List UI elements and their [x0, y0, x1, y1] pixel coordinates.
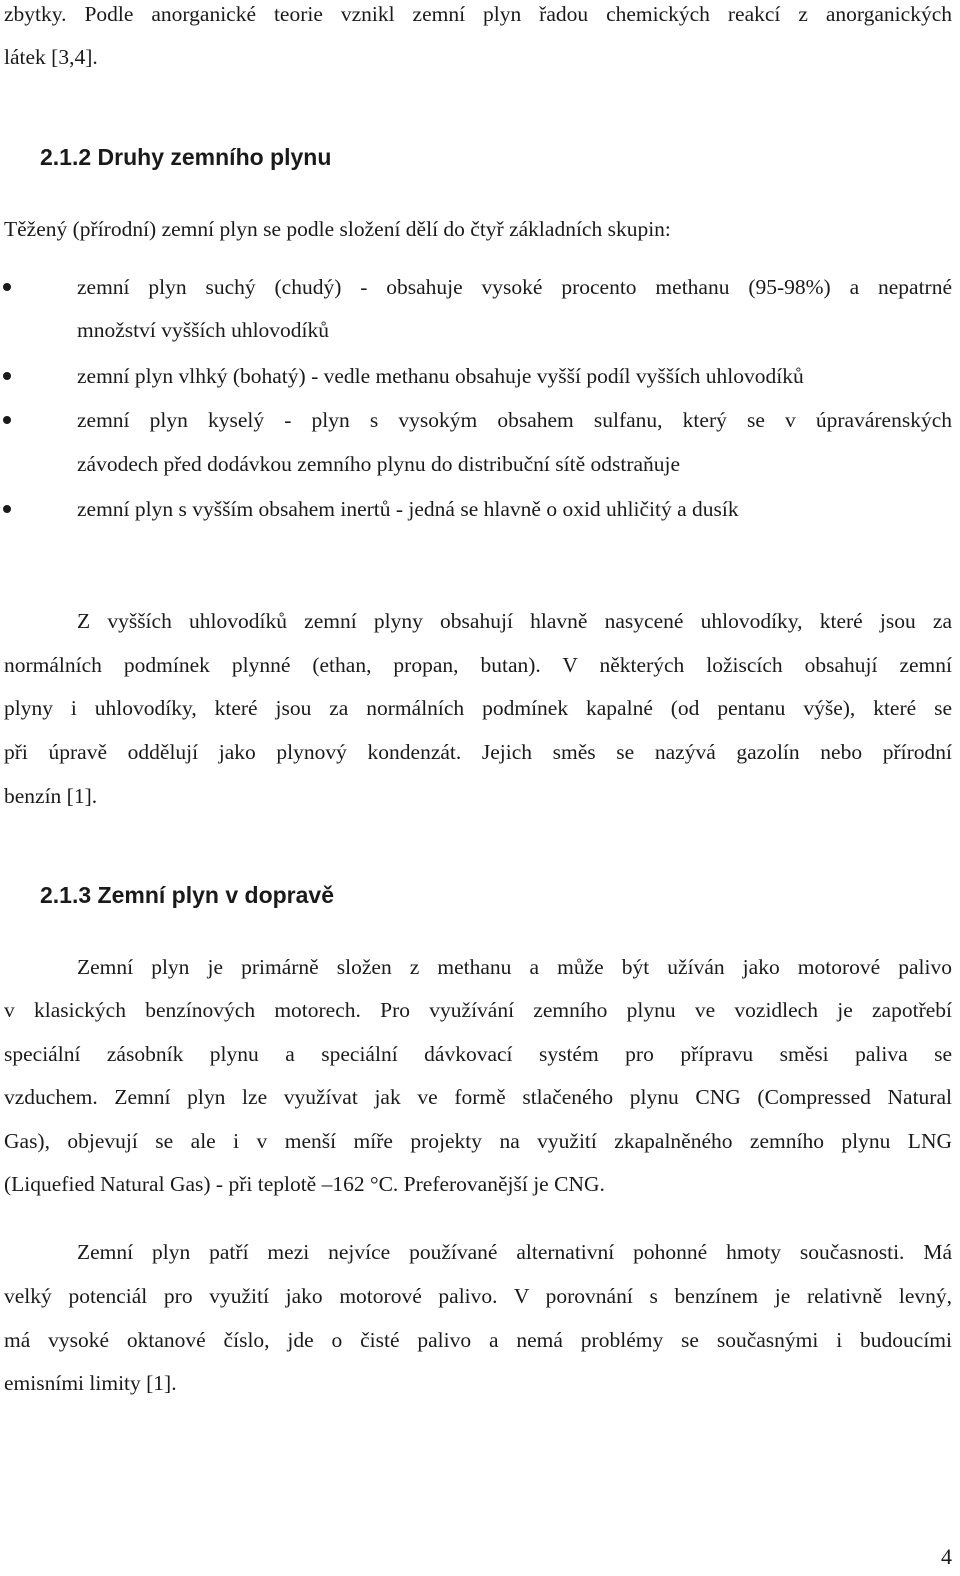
list-item-text: zemní plyn kyselý - plyn s vysokým obsahem sulfanu, který se v úpravárenských: [77, 408, 952, 432]
paragraph-line: Gas), objevují se ale i v menší míře projekty na využití zkapalněného zemního plynu LNG: [4, 1129, 952, 1153]
intro-line-2: látek [3,4].: [4, 45, 98, 69]
paragraph-line: emisními limity [1].: [4, 1371, 177, 1395]
list-item-text: zemní plyn suchý (chudý) - obsahuje vysoké procento methanu (95-98%) a nepatrné: [77, 275, 952, 299]
list-item-text: zemní plyn s vyšším obsahem inertů - jedná se hlavně o oxid uhličitý a dusík: [77, 497, 739, 521]
paragraph-line: (Liquefied Natural Gas) - při teplotě –162 °C. Preferovanější je CNG.: [4, 1172, 605, 1196]
section-lead: Těžený (přírodní) zemní plyn se podle složení dělí do čtyř základních skupin:: [4, 217, 671, 241]
paragraph-line: vzduchem. Zemní plyn lze využívat jak ve formě stlačeného plynu CNG (Compressed Natural: [4, 1085, 952, 1109]
paragraph-line: má vysoké oktanové číslo, jde o čisté palivo a nemá problémy se současnými i budoucími: [4, 1328, 952, 1352]
paragraph-line: Zemní plyn patří mezi nejvíce používané alternativní pohonné hmoty současnosti. Má: [77, 1240, 952, 1264]
list-item-text-cont: množství vyšších uhlovodíků: [77, 318, 330, 342]
paragraph-line: v klasických benzínových motorech. Pro využívání zemního plynu ve vozidlech je zapotřebí: [4, 998, 952, 1022]
paragraph-line: speciální zásobník plynu a speciální dávkovací systém pro přípravu směsi paliva se: [4, 1042, 952, 1066]
bullet-icon: [3, 372, 11, 380]
paragraph-line: při úpravě oddělují jako plynový kondenzát. Jejich směs se nazývá gazolín nebo přírodní: [4, 740, 952, 764]
paragraph-line: Z vyšších uhlovodíků zemní plyny obsahují hlavně nasycené uhlovodíky, které jsou za: [77, 609, 952, 633]
section-heading-2-1-2: 2.1.2 Druhy zemního plynu: [40, 144, 332, 170]
list-item-text: zemní plyn vlhký (bohatý) - vedle methanu obsahuje vyšší podíl vyšších uhlovodíků: [77, 364, 804, 388]
section-heading-2-1-3: 2.1.3 Zemní plyn v dopravě: [40, 882, 334, 908]
paragraph-line: plyny i uhlovodíky, které jsou za normálních podmínek kapalné (od pentanu výše), které se: [4, 696, 952, 720]
intro-line-1: zbytky. Podle anorganické teorie vznikl zemní plyn řadou chemických reakcí z anorganických: [4, 2, 952, 26]
bullet-icon: [3, 283, 11, 291]
paragraph-line: velký potenciál pro využití jako motorové palivo. V porovnání s benzínem je relativně levný,: [4, 1284, 952, 1308]
list-item-text-cont: závodech před dodávkou zemního plynu do distribuční sítě odstraňuje: [77, 452, 681, 476]
paragraph-line: normálních podmínek plynné (ethan, propan, butan). V některých ložiscích obsahují zemní: [4, 653, 952, 677]
paragraph-line: benzín [1].: [4, 784, 98, 808]
paragraph-line: Zemní plyn je primárně složen z methanu a může být užíván jako motorové palivo: [77, 955, 952, 979]
page-number: 4: [941, 1544, 952, 1569]
bullet-icon: [3, 505, 11, 513]
bullet-icon: [3, 416, 11, 424]
